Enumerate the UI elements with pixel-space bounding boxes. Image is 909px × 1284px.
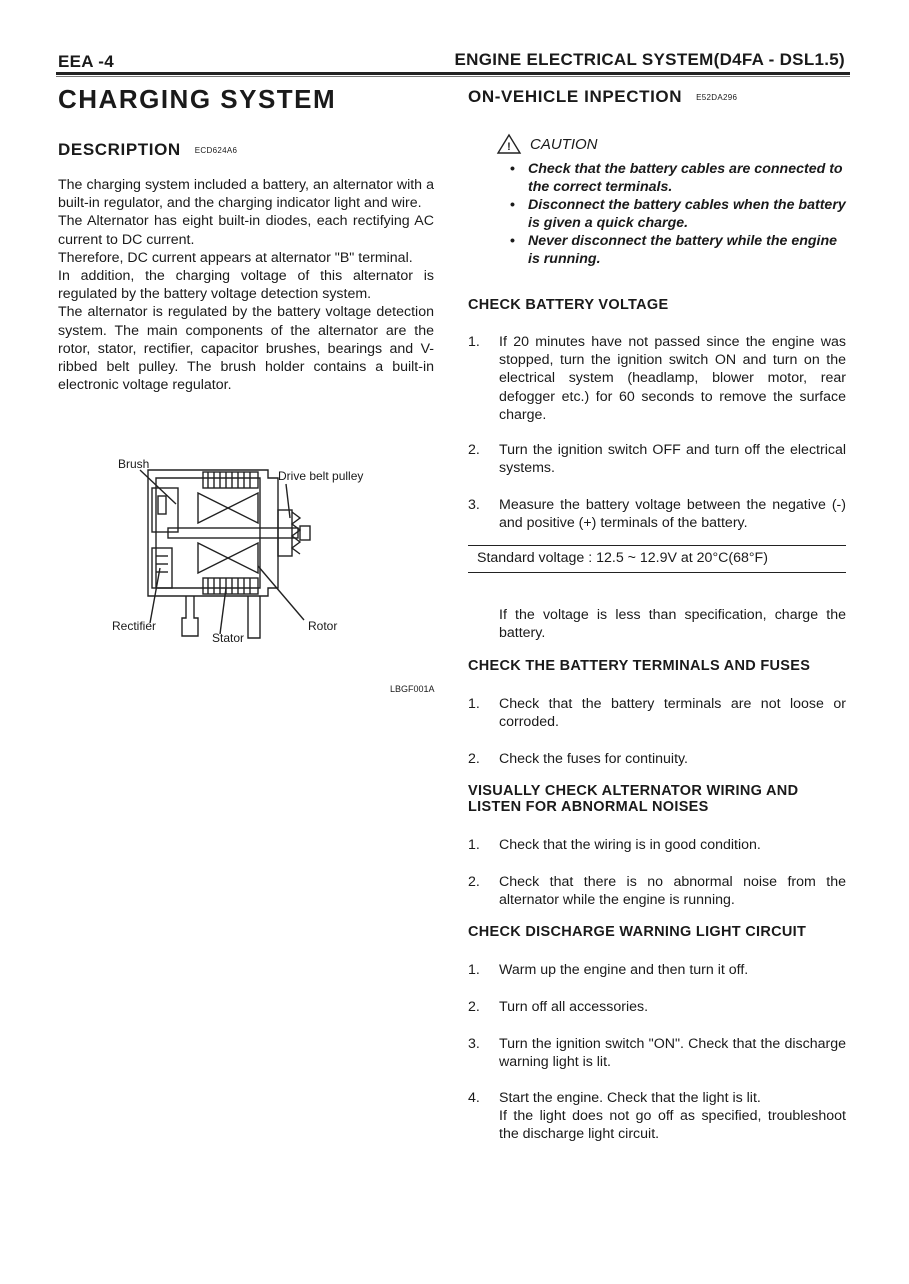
step-number: 3.	[468, 497, 480, 513]
list-item	[468, 750, 846, 768]
description-text	[58, 176, 434, 394]
figure-code: LBGF001A	[390, 684, 435, 694]
step-number: 2.	[468, 442, 480, 458]
step-number: 2.	[468, 751, 480, 767]
figure-label-stator: Stator	[212, 631, 245, 645]
step-text: Turn the ignition switch OFF and turn off the electrical systems.	[499, 442, 846, 477]
description-heading	[58, 140, 237, 160]
discharge-heading: CHECK DISCHARGE WARNING LIGHT CIRCUIT	[468, 924, 807, 940]
terminals-heading: CHECK THE BATTERY TERMINALS AND FUSES	[468, 658, 811, 674]
step-number: 1.	[468, 696, 480, 712]
step-number: 1.	[468, 837, 480, 853]
section-header: ENGINE ELECTRICAL SYSTEM(D4FA - DSL1.5)	[454, 50, 845, 69]
list-item	[468, 998, 846, 1016]
wiring-heading	[468, 783, 798, 815]
list-item	[468, 836, 846, 854]
step-number: 1.	[468, 962, 480, 978]
list-item	[468, 695, 846, 731]
step-number: 2.	[468, 999, 480, 1015]
list-item	[468, 1089, 846, 1144]
step-text: Check that the battery terminals are not loose or corroded.	[499, 696, 846, 731]
caution-item: • Never disconnect the battery while the engine is running.	[510, 232, 850, 268]
description-paragraph: Therefore, DC current appears at alternator "B" terminal.	[58, 249, 413, 266]
figure-label-brush: Brush	[118, 457, 150, 471]
step-text: Measure the battery voltage between the negative (-) and positive (+) terminals of the battery.	[499, 497, 846, 532]
description-paragraph: In addition, the charging voltage of this alternator is regulated by the battery voltage detection system.	[58, 268, 434, 303]
description-paragraph: The alternator is regulated by the battery voltage detection system. The main components of the alternator are the rotor, stator, rectifier, capacitor brushes, bearings and V-ribbed belt pulley. The brush holder contains a built-in electronic voltage regulator.	[58, 304, 434, 394]
description-paragraph: The charging system included a battery, an alternator with a built-in regulator, and the charging indicator light and wire.	[58, 177, 434, 212]
step-text: Turn the ignition switch "ON". Check that the discharge warning light is lit.	[499, 1036, 846, 1071]
step-text: Check the fuses for continuity.	[499, 751, 688, 767]
inspection-heading	[468, 87, 737, 107]
description-paragraph: The Alternator has eight built-in diodes, each rectifying AC current to DC current.	[58, 213, 434, 248]
voltage-note-text: If the voltage is less than specification, charge the battery.	[499, 607, 846, 642]
wiring-heading-line: VISUALLY CHECK ALTERNATOR WIRING AND	[468, 783, 799, 799]
description-heading-text: DESCRIPTION	[58, 140, 181, 159]
inspection-heading-text: ON-VEHICLE INPECTION	[468, 87, 683, 106]
page-number: EEA -4	[58, 52, 114, 71]
figure-label-rotor: Rotor	[308, 619, 338, 633]
caution-list	[510, 160, 850, 268]
step-text: Start the engine. Check that the light is lit.	[499, 1090, 761, 1106]
inspection-code: E52DA296	[696, 93, 738, 103]
standard-voltage: Standard voltage : 12.5 ~ 12.9V at 20°C(68°F)	[477, 550, 768, 566]
list-item	[468, 1035, 846, 1071]
description-code: ECD624A6	[194, 146, 238, 156]
step-number: 4.	[468, 1090, 480, 1106]
svg-text:!: !	[507, 141, 511, 153]
step-text: Check that the wiring is in good condition.	[499, 837, 761, 853]
wiring-heading-line: LISTEN FOR ABNORMAL NOISES	[468, 799, 709, 815]
page-title: CHARGING SYSTEM	[58, 84, 337, 114]
caution-icon	[496, 133, 522, 160]
step-text: Warm up the engine and then turn it off.	[499, 962, 749, 978]
figure-label-rectifier: Rectifier	[112, 619, 157, 633]
standard-voltage-box	[468, 545, 846, 573]
caution-item: • Check that the battery cables are connected to the correct terminals.	[510, 160, 850, 196]
list-item	[468, 961, 846, 979]
list-item	[468, 873, 846, 909]
step-text-extra: If the light does not go off as specified, troubleshoot the discharge light circuit.	[499, 1108, 846, 1143]
list-item	[468, 496, 846, 532]
list-item	[468, 441, 846, 477]
step-text: Turn off all accessories.	[499, 999, 649, 1015]
alternator-figure	[108, 448, 388, 658]
step-number: 3.	[468, 1036, 480, 1052]
battery-voltage-heading: CHECK BATTERY VOLTAGE	[468, 297, 669, 313]
step-number: 1.	[468, 334, 480, 350]
step-number: 2.	[468, 874, 480, 890]
header-rule-thin	[56, 76, 850, 77]
step-text: Check that there is no abnormal noise from the alternator while the engine is running.	[499, 874, 846, 909]
voltage-note	[468, 606, 846, 642]
step-text: If 20 minutes have not passed since the engine was stopped, turn the ignition switch ON and turn on the electrical system (headlamp, blower motor, rear defogger etc.) for 60 seconds to remove the surface charge.	[499, 334, 846, 423]
caution-item: • Disconnect the battery cables when the battery is given a quick charge.	[510, 196, 850, 232]
list-item	[468, 333, 846, 424]
header-rule	[56, 72, 850, 75]
figure-label-drive-belt-pulley: Drive belt pulley	[278, 469, 364, 483]
caution-title: CAUTION	[530, 136, 598, 153]
